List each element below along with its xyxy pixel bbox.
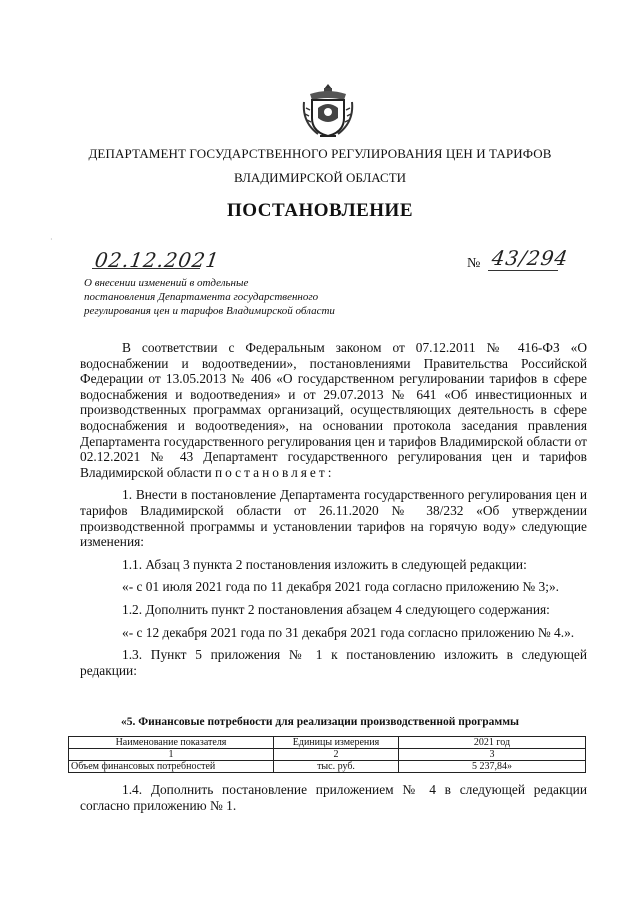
document-body bbox=[80, 340, 587, 678]
table-header-cell: Наименование показателя bbox=[69, 737, 274, 749]
preamble-paragraph bbox=[80, 340, 587, 480]
item-1-2: 1.2. Дополнить пункт 2 постановления абзацем 4 следующего содержания: bbox=[122, 601, 550, 617]
number-underline bbox=[488, 270, 558, 271]
table-header-cell: 2021 год bbox=[399, 737, 586, 749]
number-label: № bbox=[467, 256, 481, 271]
document-body-end bbox=[80, 782, 587, 813]
table-cell: 2 bbox=[274, 749, 399, 761]
table-cell: Объем финансовых потребностей bbox=[69, 761, 274, 773]
item-1-1-text: «- с 01 июля 2021 года по 11 декабря 2021 года согласно приложению № 3;». bbox=[122, 579, 560, 595]
subject-line: регулирования цен и тарифов Владимирской области bbox=[84, 305, 335, 317]
department-name-line2: ВЛАДИМИРСКОЙ ОБЛАСТИ bbox=[233, 170, 407, 185]
table-caption: «5. Финансовые потребности для реализации производственной программы bbox=[120, 716, 520, 728]
document-subject bbox=[84, 276, 384, 318]
coat-of-arms-emblem bbox=[300, 82, 356, 140]
handwritten-date: 02.12.2021 bbox=[93, 248, 222, 272]
item-1-2-text: «- с 12 декабря 2021 года по 31 декабря 2021 года согласно приложению № 4.». bbox=[122, 624, 575, 640]
table-numbering-row bbox=[69, 749, 586, 761]
item-1-1: 1.1. Абзац 3 пункта 2 постановления изложить в следующей редакции: bbox=[122, 556, 527, 572]
preamble-text: В соответствии с Федеральным законом от 07.12.2011 № 416-ФЗ «О водоснабжении и водоотведении», постановлениями Правительства Российской Федерации от 13.05.2013 № 406 «О государственном регулировании тарифов в сфере водоснабжения и водоотведения» и от 29.07.2013 № 641 «Об инвестиционных и производственных программах организаций, осуществляющих деятельность в сфере водоснабжения и водоотведения», на основании протокола заседания правления Департамента государственного регулирования цен и тарифов Владимирской области от 02.12.2021 № 43 Департамент государственного регулирования цен и тарифов Владимирской области bbox=[80, 340, 587, 480]
item-1-3: 1.3. Пункт 5 приложения № 1 к постановлению изложить в следующей редакции: bbox=[80, 647, 587, 678]
table-cell: тыс. руб. bbox=[274, 761, 399, 773]
table-row bbox=[69, 761, 586, 773]
table-cell: 5 237,84» bbox=[399, 761, 586, 773]
table-cell: 3 bbox=[399, 749, 586, 761]
document-title: ПОСТАНОВЛЕНИЕ bbox=[226, 200, 414, 221]
subject-line: О внесении изменений в отдельные bbox=[84, 277, 249, 289]
table-header-cell: Единицы измерения bbox=[274, 737, 399, 749]
table-header-row bbox=[69, 737, 586, 749]
financial-needs-table bbox=[68, 736, 586, 773]
item-1: 1. Внести в постановление Департамента государственного регулирования цен и тарифов Владимирской области от 26.11.2020 № 38/232 «Об утверждении производственной программы и установлении тарифов на горячую воду» следующие изменения: bbox=[80, 487, 587, 550]
resolves-word: постановляет: bbox=[214, 464, 335, 480]
department-name-line1: ДЕПАРТАМЕНТ ГОСУДАРСТВЕННОГО РЕГУЛИРОВАНИЯ ЦЕН И ТАРИФОВ bbox=[88, 146, 552, 161]
item-1-4: 1.4. Дополнить постановление приложением № 4 в следующей редакции согласно приложению № 1. bbox=[80, 782, 587, 813]
handwritten-number: 43/294 bbox=[490, 246, 571, 270]
scan-mark: · bbox=[50, 235, 53, 244]
table-cell: 1 bbox=[69, 749, 274, 761]
subject-line: постановления Департамента государственного bbox=[84, 291, 319, 303]
date-underline bbox=[92, 268, 200, 269]
